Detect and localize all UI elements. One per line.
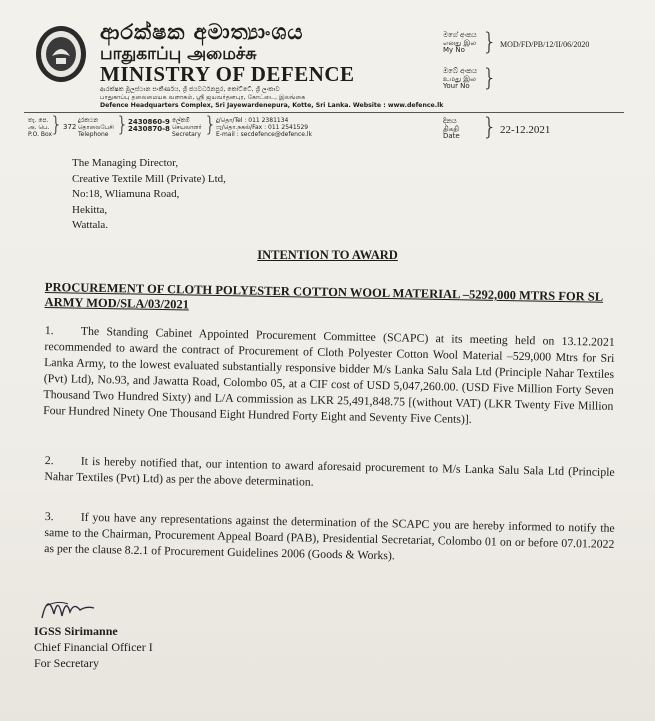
address-line-english: Defence Headquarters Complex, Sri Jayewardenepura, Kotte, Sri Lanka. Website : www.defence.lk bbox=[100, 102, 444, 109]
paragraph-1: 1. The Standing Cabinet Appointed Procurement Committee (SCAPC) at its meeting held on 13.12.2021 recommended to award the contract of Procurement of Cloth Polyester Cotton Wool Material –529,000 Mtrs for Sri Lanka Army, to the lowest evaluated substantially responsive bidder M/s Lanka Salu Sala Ltd (Principle Nahar Textiles (Pvt) Ltd), No.93, and Jawatta Road, Colombo 05, at a CIF cost of USD 5,047,260.00. (USD Five Million Forty Seven Thousand Two Hundred Sixty) and L/A commission as LKR 25,491,848.75 [(without VAT) (LKR Twenty Five Million Four Hundred Ninety One Thousand Eight Hundred Forty Eight and Seventy Five Cents)]. bbox=[43, 322, 615, 426]
paragraph-3: 3. If you have any representations against the determination of the SCAPC you are hereby informed to notify the same to the Chairman, Procurement Appeal Board (PAB), Presidential Secretariat, Colombo 01 on or before 07.01.2022 as per the clause 8.2.1 of Procurement Guidelines 2006 (Goods & Works). bbox=[44, 508, 615, 563]
letter-title: INTENTION TO AWARD bbox=[257, 248, 398, 262]
brace: } bbox=[204, 112, 217, 136]
telephone-values: 2430860-9 2430870-8 bbox=[128, 118, 170, 133]
ministry-name-sinhala: ආරක්ෂක අමාත්‍යාංශය bbox=[100, 20, 304, 44]
ministry-name-tamil: பாதுகாப்பு அமைச்சு bbox=[100, 44, 257, 64]
signatory-name: IGSS Sirimanne bbox=[34, 624, 118, 638]
recipient-address: The Managing Director, Creative Textile Mill (Private) Ltd, No:18, Wliamuna Road, Hekitta, Wattala. bbox=[72, 157, 226, 231]
brace: } bbox=[482, 113, 498, 141]
my-no-label: මගේ අංකය எனது இல My No bbox=[443, 31, 477, 54]
handwritten-signature bbox=[38, 588, 98, 622]
date-value: 22-12.2021 bbox=[500, 124, 551, 136]
secretary-label: ලේකම් செயலாளர் Secretary bbox=[172, 117, 202, 138]
telephone-label: දුරකථන தொலைபேசி Telephone bbox=[78, 117, 114, 138]
letter-subject: PROCUREMENT OF CLOTH POLYESTER COTTON WOOL MATERIAL –5292,000 MTRS FOR SL ARMY MOD/SLA/03/2021 bbox=[44, 280, 604, 312]
date-label: දිනය திகதி Date bbox=[443, 117, 460, 140]
brace: } bbox=[116, 112, 129, 136]
divider bbox=[24, 112, 624, 113]
address-line-tamil: பாதுகாப்பு தலைமையக வளாகம், ஸ்ரீ ஜயவர்தனபுர, கோட்டை, இலங்கை bbox=[100, 94, 306, 101]
signatory-designation: Chief Financial Officer I bbox=[34, 640, 153, 654]
your-no-label: ඔබේ අංකය உமது இல Your No bbox=[443, 67, 477, 90]
ministry-name-english: MINISTRY OF DEFENCE bbox=[100, 62, 355, 86]
brace: } bbox=[50, 112, 63, 136]
brace: } bbox=[482, 28, 498, 56]
po-box-value: 372 bbox=[63, 123, 77, 131]
signatory-for: For Secretary bbox=[34, 656, 99, 670]
paragraph-2: 2. It is hereby notified that, our intention to award aforesaid procurement to M/s Lanka Salu Sala Ltd (Principle Nahar Textiles (Pvt) Ltd) as per the above determination. bbox=[44, 452, 615, 489]
address-line-sinhala: ආරක්ෂක මූලස්ථාන සංකීර්ණය, ශ්‍රී ජයවර්ධනපුර, කෝට්ටේ, ශ්‍රී ලංකාව bbox=[100, 86, 280, 93]
my-no-value: MOD/FD/PB/12/II/06/2020 bbox=[500, 40, 590, 49]
brace: } bbox=[482, 64, 498, 92]
po-box-label: තැ. පෙ. அ. பெ. P.O. Box bbox=[28, 117, 53, 138]
state-emblem-icon bbox=[34, 24, 88, 84]
signature-block bbox=[34, 623, 153, 671]
secretary-contacts: දු/தொ/Tel : 011 2381134 ෆැ/தொ.நகல்/Fax : 011 2541529 E-mail : secdefence@defence.lk bbox=[216, 117, 313, 138]
